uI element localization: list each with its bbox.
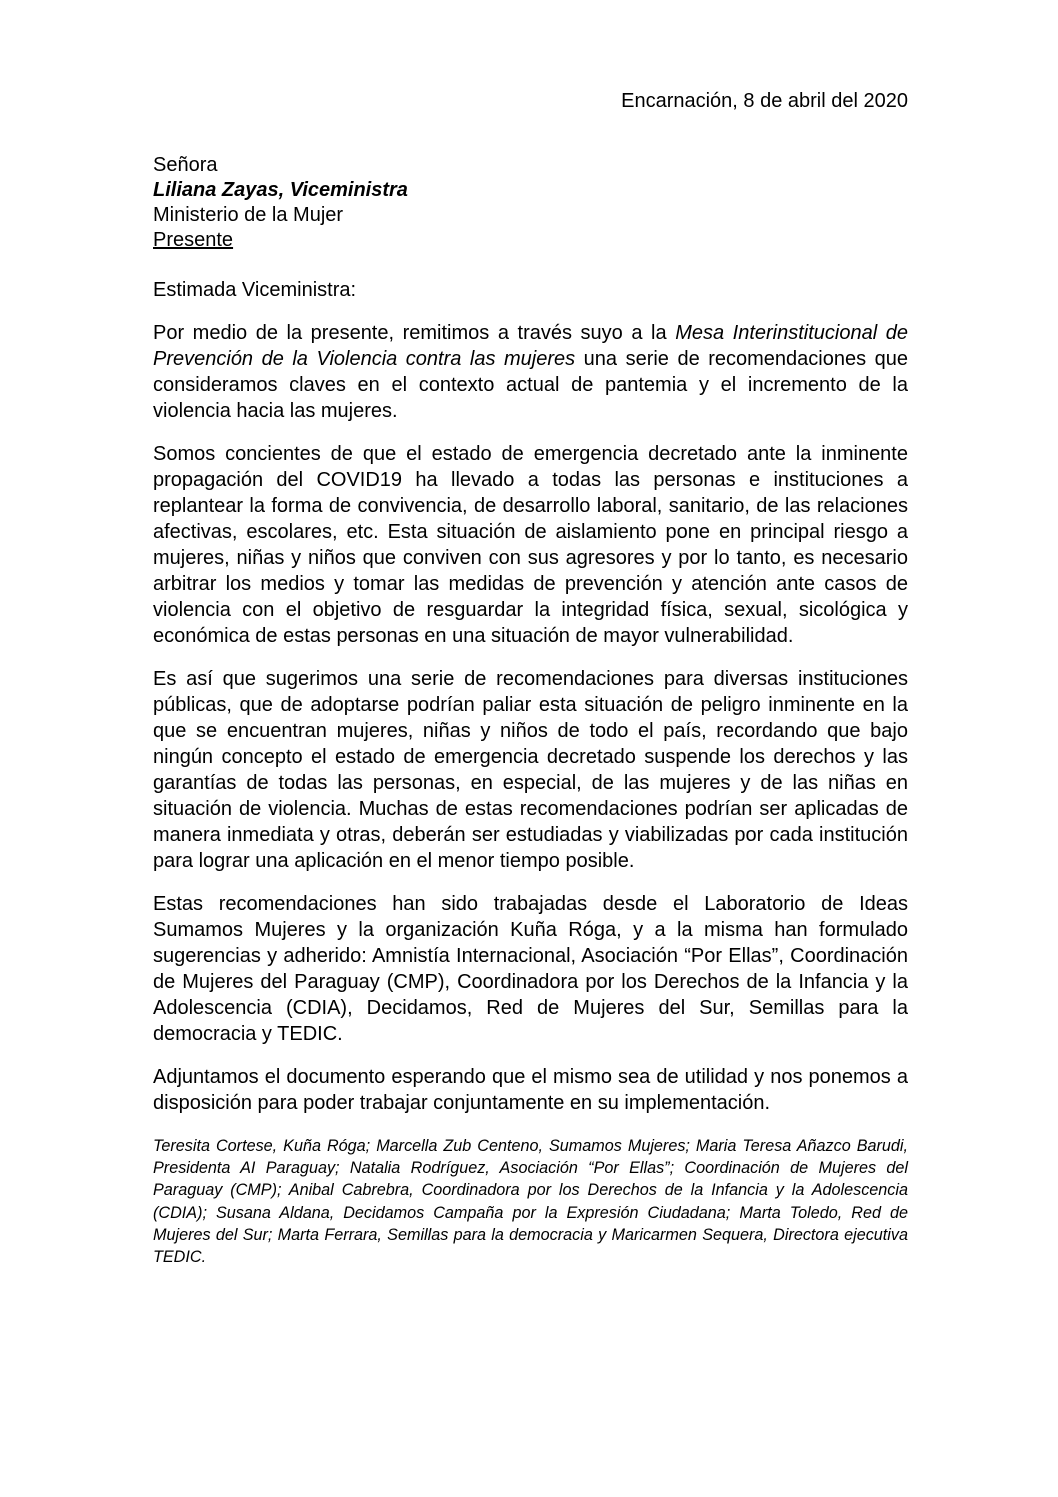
paragraph-2: Somos concientes de que el estado de emergencia decretado ante la inminente propagación del COVID19 ha llevado a todas las personas e instituciones a replantear la forma de convivencia, de desarrollo laboral, sanitario, de las relaciones afectivas, escolares, etc. Esta situación de aislamiento pone en principal riesgo a mujeres, niñas y niños que conviven con sus agresores y por lo tanto, es necesario arbitrar los medios y tomar las medidas de prevención y atención ante casos de violencia con el objetivo de resguardar la integridad física, sexual, sicológica y económica de estas personas en una situación de mayor vulnerabilidad. xyxy=(153,443,908,647)
paragraph-1-emphasis: Mesa Interinstitucional de Prevención de la Violencia contra las mujeres xyxy=(153,322,908,370)
addressee-presente: Presente xyxy=(153,229,234,251)
addressee-ministry: Ministerio de la Mujer xyxy=(153,204,344,226)
paragraph-4: Estas recomendaciones han sido trabajadas desde el Laboratorio de Ideas Sumamos Mujeres y la organización Kuña Róga, y a la misma han formulado sugerencias y adherido: Amnistía Internacional, Asociación “Por Ellas”, Coordinación de Mujeres del Paraguay (CMP), Coordinadora por los Derechos de la Infancia y la Adolescencia (CDIA), Decidamos, Red de Mujeres del Sur, Semillas para la democracia y TEDIC. xyxy=(153,893,908,1045)
paragraph-3: Es así que sugerimos una serie de recomendaciones para diversas instituciones públicas, que de adoptarse podrían paliar esta situación de peligro inminente en la que se encuentran mujeres, niñas y niños de todo el país, recordando que bajo ningún concepto el estado de emergencia decretado suspende los derechos y las garantías de todas las personas, en especial, de las mujeres y de las niñas en situación de violencia. Muchas de estas recomendaciones podrían ser aplicadas de manera inmediata y otras, deberán ser estudiadas y viabilizadas por cada institución para lograr una aplicación en el menor tiempo posible. xyxy=(153,668,908,872)
paragraph-1-lead: Por medio de la presente, remitimos a través suyo a la xyxy=(153,322,676,344)
addressee-title: Señora xyxy=(153,154,218,176)
salutation: Estimada Viceministra: xyxy=(153,279,357,301)
signatories: Teresita Cortese, Kuña Róga; Marcella Zub Centeno, Sumamos Mujeres; Maria Teresa Añazco Barudi, Presidenta AI Paraguay; Natalia Rodríguez, Asociación “Por Ellas”; Coordinación de Mujeres del Paraguay (CMP); Anibal Cabrebra, Coordinadora por los Derechos de la Infancia y la Adolescencia (CDIA); Susana Aldana, Decidamos Campaña por la Expresión Ciudadana; Marta Toledo, Red de Mujeres del Sur; Marta Ferrara, Semillas para la democracia y Maricarmen Sequera, Directora ejecutiva TEDIC. xyxy=(153,1137,908,1267)
paragraph-1-tail: una serie de recomendaciones que consideramos claves en el contexto actual de pantemia y el incremento de la violencia hacia las mujeres. xyxy=(153,348,908,422)
date-line: Encarnación, 8 de abril del 2020 xyxy=(621,90,908,112)
addressee-block xyxy=(153,153,408,253)
paragraph-5: Adjuntamos el documento esperando que el mismo sea de utilidad y nos ponemos a disposición para poder trabajar conjuntamente en su implementación. xyxy=(153,1066,908,1114)
paragraph-1 xyxy=(153,320,908,424)
addressee-name: Liliana Zayas, Viceministra xyxy=(153,179,408,201)
letter-body xyxy=(153,277,908,1268)
